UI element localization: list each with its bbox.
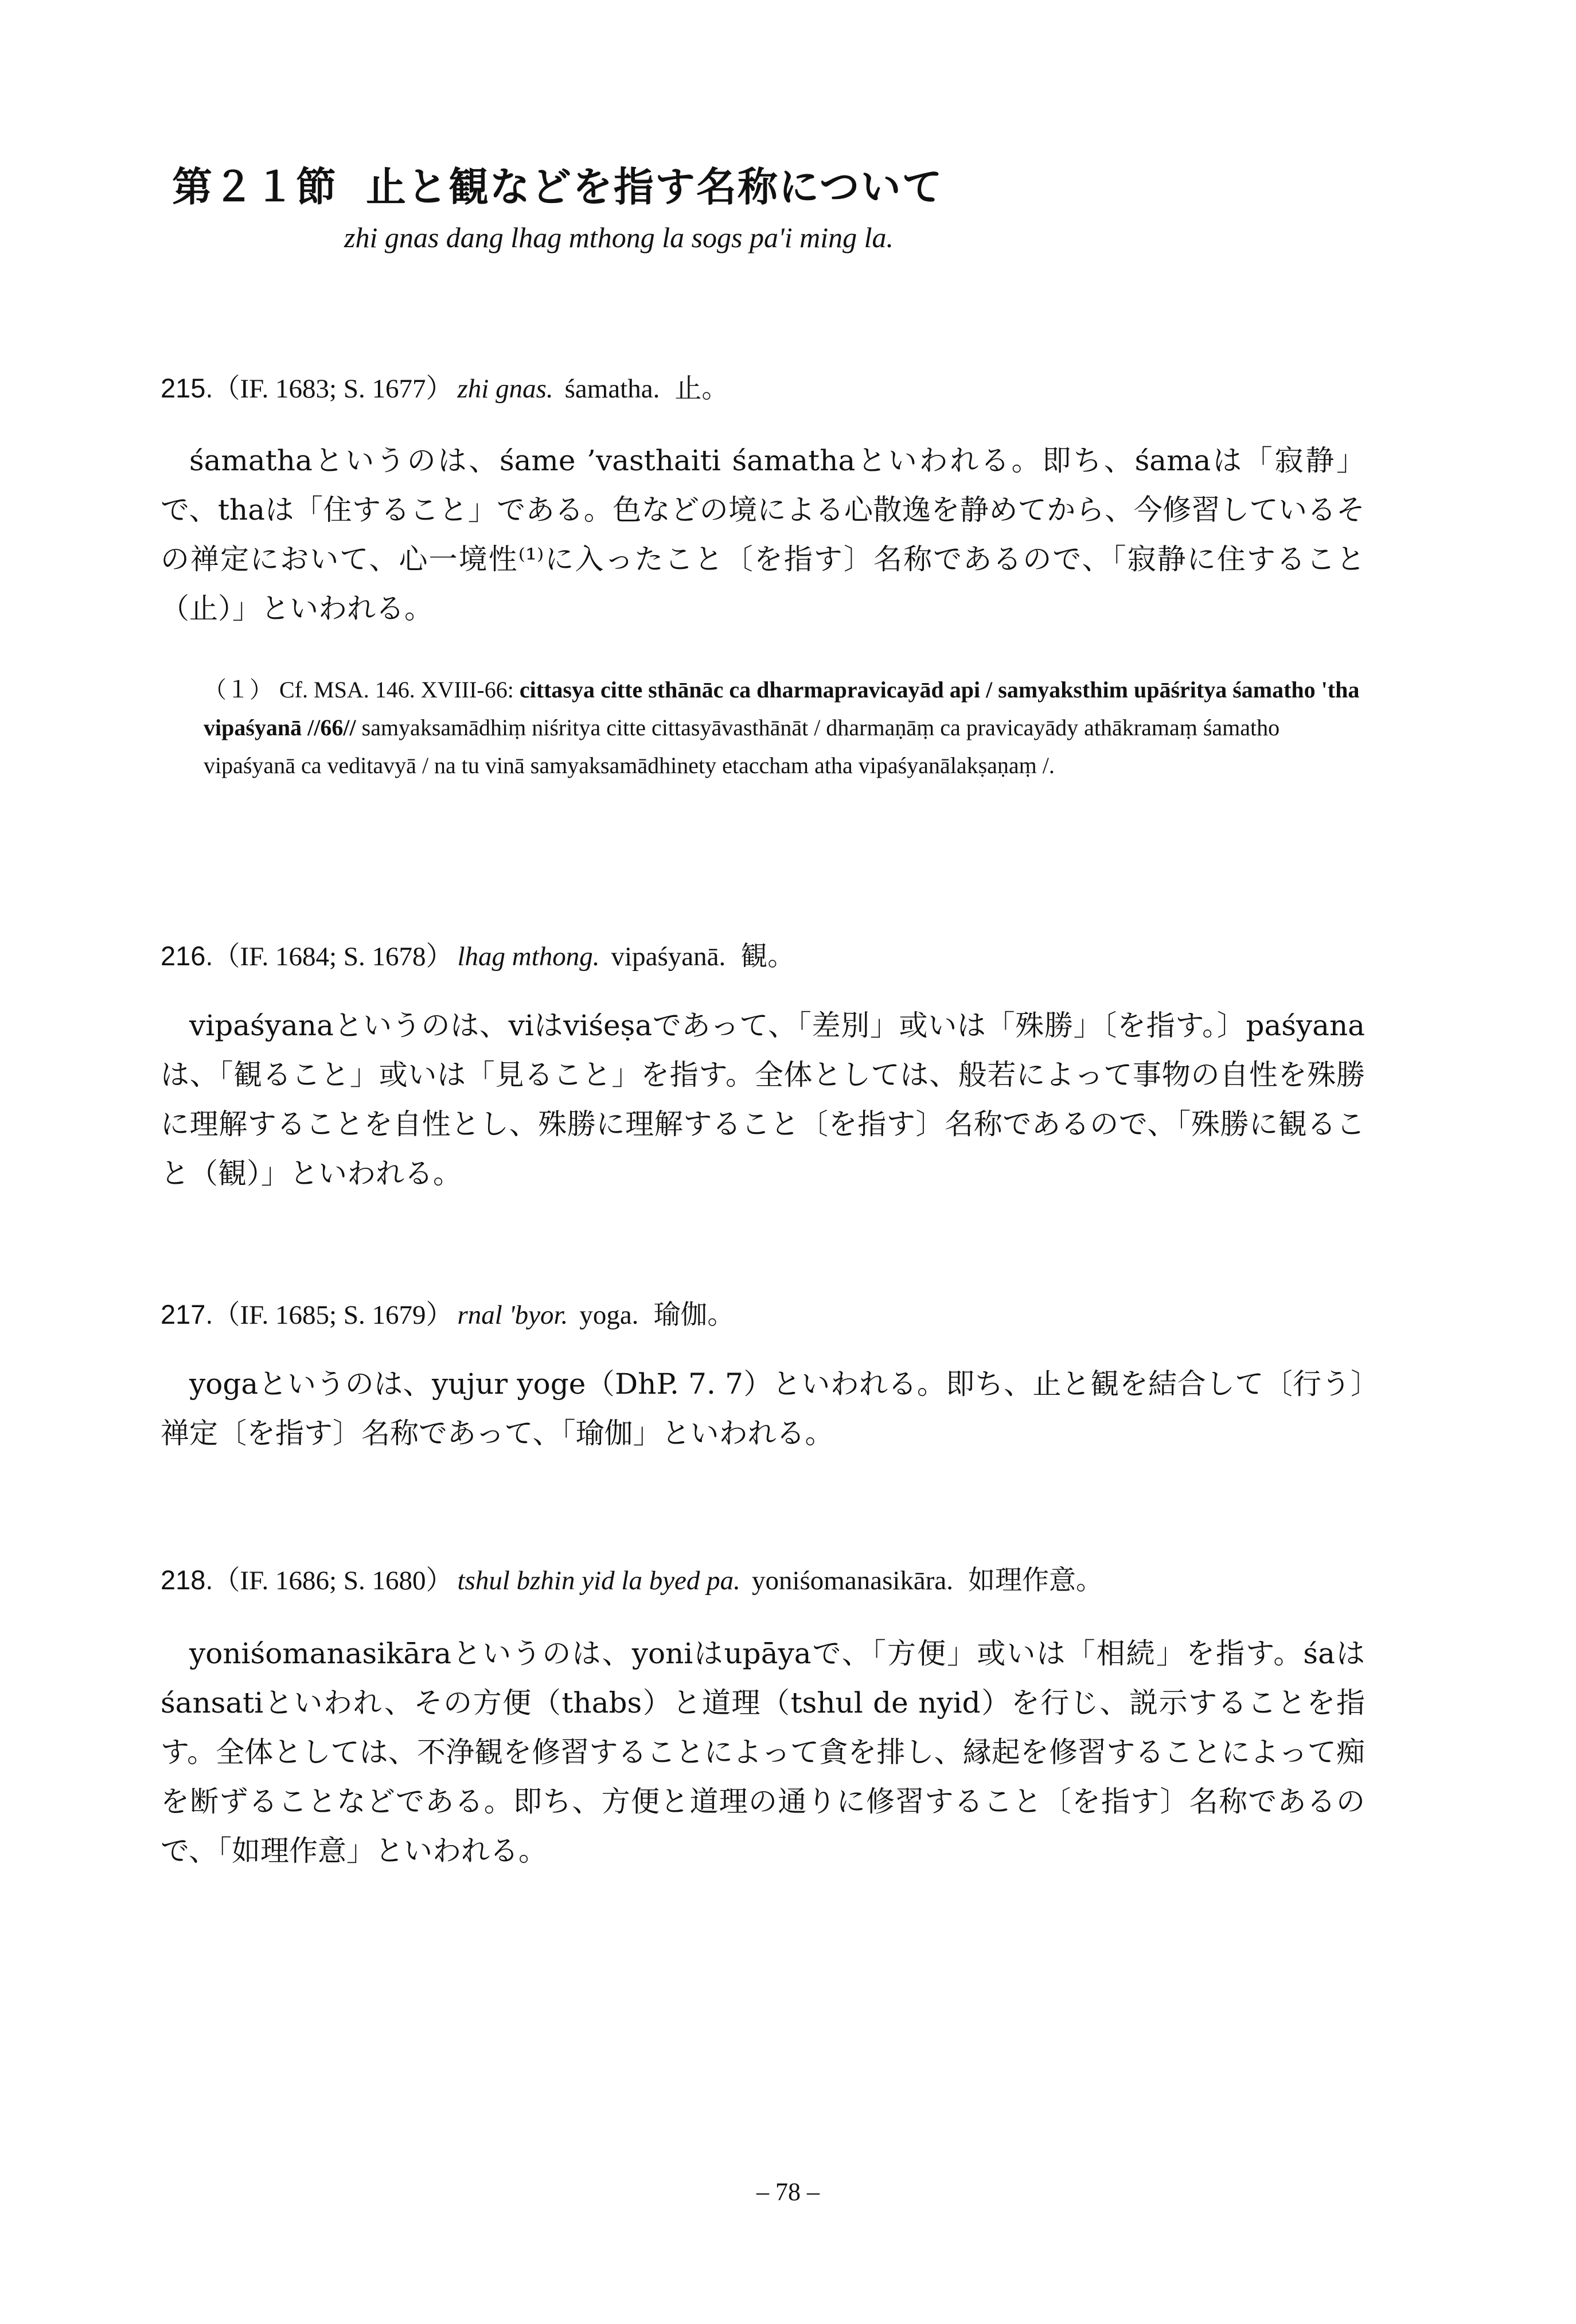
entry-heading: [161, 367, 728, 405]
footnote-mark: （１）: [204, 677, 272, 703]
entry-sanskrit: vipaśyanā.: [611, 942, 726, 972]
entry-number: 216.: [161, 941, 213, 971]
entry-tibetan: zhi gnas.: [457, 374, 553, 404]
entry-japanese: 如理作意。: [968, 1565, 1103, 1596]
entry-tibetan: rnal 'byor.: [457, 1300, 568, 1330]
entry-japanese: 止。: [674, 373, 729, 404]
section-subtitle: zhi gnas dang lhag mthong la sogs pa'i ming la.: [344, 221, 894, 254]
entry-tibetan: lhag mthong.: [457, 942, 600, 972]
entry-body: vipaśyanaというのは、viはviśeṣaであって、「差別」或いは「殊勝」〔を指す。〕paśyanaは、「観ること」或いは「見ること」を指す。全体としては、般若によって事物の自性を殊勝に理解することを自性とし、殊勝に理解すること〔を指す〕名称であるので、「殊勝に観ること（観）」といわれる。: [161, 1009, 1365, 1190]
footnote-commentary: samyaksamādhiṃ niśritya citte cittasyāvasthānāt / dharmaṇāṃ ca pravicayādy athākramaṃ śamatho vipaśyanā ca veditavyā / na tu vinā samyaksamādhinety etaccham atha vipaśyanālakṣaṇaṃ /.: [204, 715, 1280, 778]
section-title: [172, 155, 943, 213]
entry-ref: （IF. 1685; S. 1679）: [213, 1300, 453, 1330]
entry-japanese: 観。: [740, 941, 795, 972]
entry-ref: （IF. 1684; S. 1678）: [213, 942, 453, 972]
footnote-verse: cittasya citte sthānāc ca dharmapravicayād api / samyaksthim upāśritya śamatho 'tha vipaśyanā //66//: [204, 677, 1360, 740]
entry-sanskrit: śamatha.: [564, 374, 660, 404]
entry-body: yoniśomanasikāraというのは、yoniはupāyaで、「方便」或いは「相続」を指す。śaはśansatiといわれ、その方便（thabs）と道理（tshul de nyid）を行じ、説示することを指す。全体としては、不浄観を修習することによって貪を排し、縁起を修習することによって痴を断ずることなどである。即ち、方便と道理の通りに修習すること〔を指す〕名称であるので、「如理作意」といわれる。: [161, 1637, 1365, 1867]
entry-number: 218.: [161, 1565, 213, 1595]
entry-tibetan: tshul bzhin yid la byed pa.: [457, 1566, 740, 1596]
entry-sanskrit: yoniśomanasikāra.: [751, 1566, 954, 1596]
section-title-text: 止と観などを指す名称について: [366, 163, 943, 210]
entry-number: 215.: [161, 373, 213, 403]
footnote-cf: Cf. MSA. 146. XVIII-66:: [279, 677, 514, 703]
page-number: – 78 –: [756, 2178, 820, 2206]
entry-body: yogaというのは、yujur yoge（DhP. 7. 7）といわれる。即ち、止と観を結合して〔行う〕禅定〔を指す〕名称であって、「瑜伽」といわれる。: [161, 1367, 1365, 1450]
entry-heading: [161, 1293, 734, 1332]
entry-ref: （IF. 1686; S. 1680）: [213, 1566, 453, 1596]
footnote: [204, 671, 1374, 785]
entry-body: śamathaというのは、śame ’vasthaiti śamathaといわれる。即ち、śamaは「寂静」で、thaは「住すること」である。色などの境による心散逸を静めてから、今修習しているその禅定において、心一境性⁽¹⁾に入ったこと〔を指す〕名称であるので、「寂静に住すること（止）」といわれる。: [161, 444, 1365, 625]
entry-japanese: 瑜伽。: [653, 1299, 735, 1331]
entry-heading: [161, 1559, 1103, 1597]
entry-ref: （IF. 1683; S. 1677）: [213, 374, 453, 404]
section-number: 第２１節: [172, 163, 337, 210]
entry-number: 217.: [161, 1299, 213, 1329]
entry-sanskrit: yoga.: [579, 1300, 639, 1330]
entry-heading: [161, 935, 794, 973]
